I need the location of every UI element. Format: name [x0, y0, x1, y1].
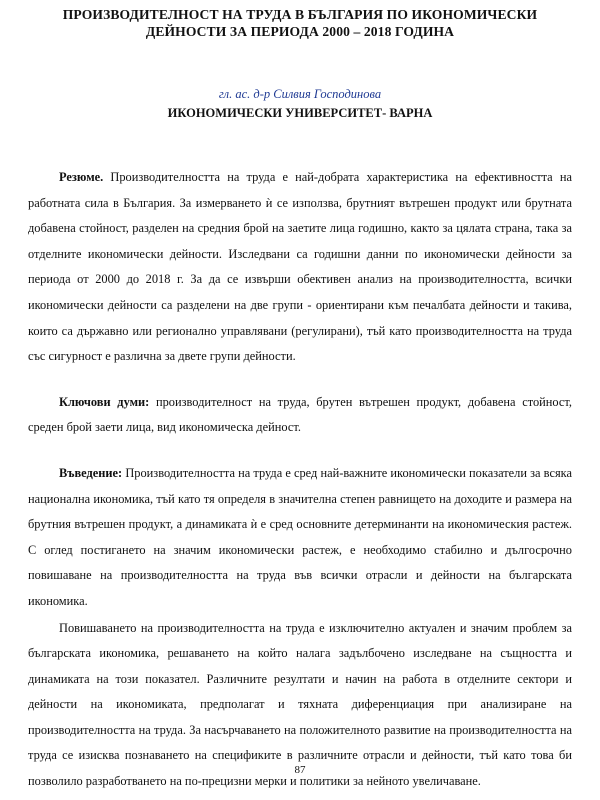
- title-line-1: ПРОИЗВОДИТЕЛНОСТ НА ТРУДА В БЪЛГАРИЯ ПО ИКОНОМИЧЕСКИ: [62, 7, 538, 22]
- abstract-text: Производителността на труда е най-добрата характеристика на ефективността на работната сила в България. За измерването ѝ се използва, брутният вътрешен продукт или брутната добавена стойност, разделен на средния брой на заетите лица годишно, както за цялата страна, така за отделните икономически дейности. Изследвани са годишни данни по икономически дейности за периода от 2000 до 2018 г. За да се извърши обективен анализ на производителността, всички икономически дейности са разделени на две групи - ориентирани към печалбата дейности и такива, които са държавно или регионално управлявани (регулирани), тъй като производителността на труда със сигурност е различна за двете групи дейности.: [28, 170, 572, 364]
- introduction-paragraph: [28, 461, 572, 615]
- page-number: 87: [294, 764, 306, 776]
- paper-title: [28, 6, 572, 40]
- body-paragraph: Повишаването на производителността на труда е изключително актуален и значим проблем за българската икономика, решаването на който налага задълбочено изследване на същността и динамиката на този показател. Различните резултати и начин на работа в отделните сектори и дейности на икономиката, предполагат и тяхната диференциация при анализиране на производителността на труда. За насърчаването на положителното развитие на производителността на труда се изисква познаването на спецификите в различните отрасли и дейности, тъй като това би позволило разработването на по-прецизни мерки и политики за нейното увеличаване.: [28, 620, 572, 789]
- title-line-2: ДЕЙНОСТИ ЗА ПЕРИОДА 2000 – 2018 ГОДИНА: [145, 24, 455, 39]
- author-name: гл. ас. д-р Силвия Господинова: [218, 87, 382, 101]
- introduction-label: Въведение:: [59, 465, 123, 480]
- abstract-paragraph: [28, 165, 572, 370]
- author-affiliation: ИКОНОМИЧЕСКИ УНИВЕРСИТЕТ- ВАРНА: [167, 106, 433, 120]
- introduction-text: Производителността на труда е сред най-важните икономически показатели за всяка национална икономика, тъй като тя определя в значителна степен равнището на доходите и размера на брутния вътрешен продукт, а динамиката ѝ е сред основните детерминанти на икономическия растеж. С оглед постигането на значим икономически растеж, е необходимо стабилно и дългосрочно повишаване на производителността на труда във всички отрасли и дейности на българската икономика.: [28, 465, 572, 608]
- keywords-text: производителност на труда, брутен вътрешен продукт, добавена стойност, среден брой заети лица, вид икономическа дейност.: [28, 394, 572, 435]
- keywords-label: Ключови думи:: [59, 394, 150, 409]
- keywords-paragraph: [28, 390, 572, 441]
- abstract-label: Резюме.: [59, 170, 104, 184]
